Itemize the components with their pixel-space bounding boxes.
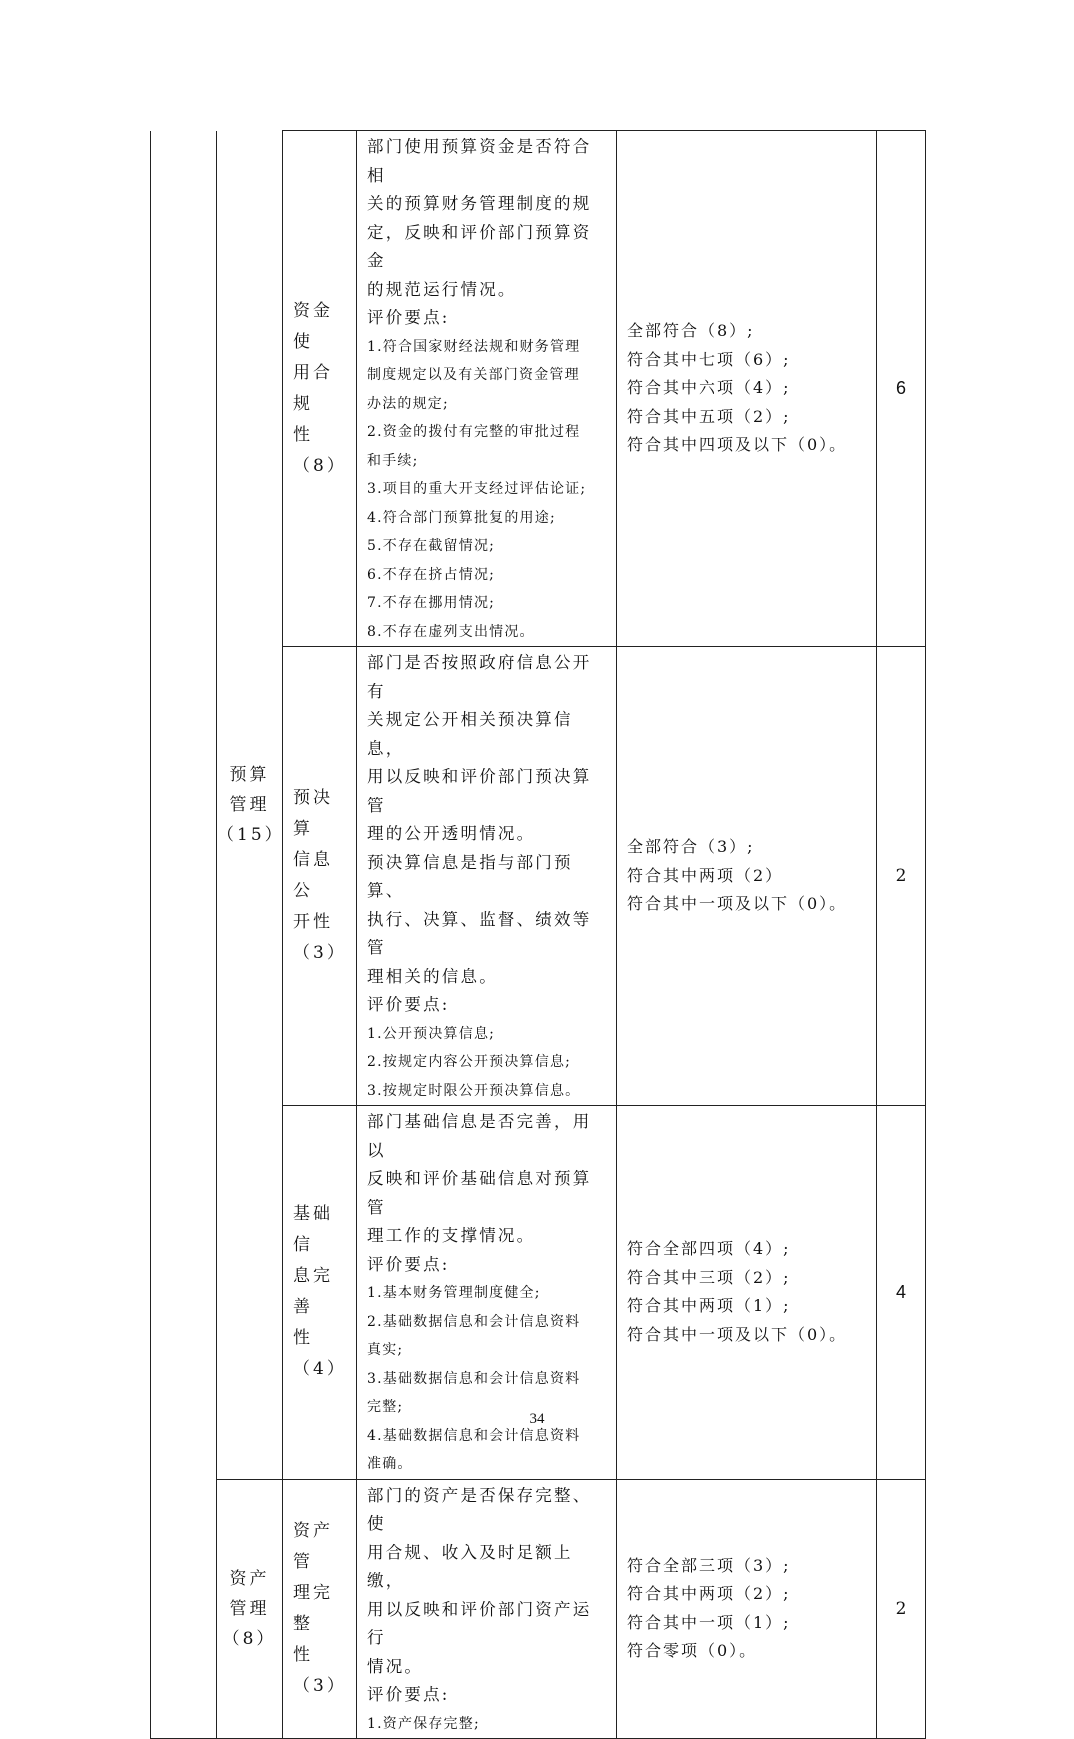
category-budget-management: 预算 管理 （15） [217,131,283,1480]
criteria-line: 符合其中一项（1）; [627,1612,791,1632]
evaluation-point: 2.资金的拨付有完整的审批过程 [367,424,581,440]
criteria-line: 符合其中五项（2）; [627,406,791,426]
indicator-name: 资金使 用合规 性（8） [283,131,357,647]
criteria-line: 符合其中六项（4）; [627,378,791,398]
description-line: 部门基础信息是否完善，用以 [367,1112,592,1160]
description-line: 的规范运行情况。 [367,279,517,299]
evaluation-point: 真实; [367,1342,404,1358]
evaluation-table [150,130,926,1739]
score-value: 2 [877,647,926,1106]
criteria-line: 符合全部四项（4）; [627,1239,791,1259]
description-line: 评价要点: [367,1685,450,1704]
description-line: 关规定公开相关预决算信息， [367,710,573,758]
evaluation-point: 8.不存在虚列支出情况。 [367,623,535,640]
scoring-criteria [617,647,877,1106]
description-line: 定，反映和评价部门预算资金 [367,222,592,270]
evaluation-point: 制度规定以及有关部门资金管理 [367,367,580,383]
description-line: 预决算信息是指与部门预算、 [367,852,573,900]
evaluation-point: 5.不存在截留情况; [367,538,496,554]
evaluation-point: 2.基础数据信息和会计信息资料 [367,1313,581,1330]
indicator-description [357,1479,617,1739]
evaluation-point: 完整; [367,1399,404,1415]
evaluation-point: 1.资产保存完整; [367,1715,480,1732]
criteria-line: 全部符合（3）; [627,837,755,857]
evaluation-point: 1.符合国家财经法规和财务管理 [367,338,581,355]
scoring-criteria [617,131,877,647]
evaluation-point: 1.公开预决算信息; [367,1025,496,1042]
evaluation-point: 4.符合部门预算批复的用途; [367,509,556,526]
description-line: 反映和评价基础信息对预算管 [367,1169,592,1217]
page-number: 34 [529,1411,545,1427]
evaluation-point: 1.基本财务管理制度健全; [367,1285,541,1301]
criteria-line: 符合其中两项（2）; [627,1584,791,1604]
description-line: 部门的资产是否保存完整、使 [367,1485,592,1533]
description-line: 评价要点: [367,308,450,327]
criteria-line: 符合全部三项（3）; [627,1555,791,1575]
criteria-line: 符合其中一项及以下（0）。 [627,894,848,914]
description-line: 理的公开透明情况。 [367,824,536,843]
category-asset-management: 资产 管理 （8） [217,1479,283,1739]
evaluation-point: 3.项目的重大开支经过评估论证; [367,481,587,497]
description-line: 用合规、收入及时足额上缴， [367,1542,573,1590]
first-level-indicator-cell [151,131,217,1739]
evaluation-point: 和手续; [367,452,419,469]
table-row [151,1479,926,1739]
description-line: 评价要点: [367,1254,450,1274]
description-line: 评价要点: [367,995,450,1014]
evaluation-point: 2.按规定内容公开预决算信息; [367,1054,572,1070]
table-row [151,131,926,647]
criteria-line: 符合其中三项（2）; [627,1267,791,1287]
score-value: 4 [877,1106,926,1480]
indicator-name: 资产管 理完整 性（3） [283,1479,357,1739]
criteria-line: 符合其中一项及以下（0）。 [627,1324,848,1344]
description-line: 用以反映和评价部门资产运行 [367,1599,592,1647]
scoring-criteria [617,1479,877,1739]
evaluation-point: 4.基础数据信息和会计信息资料 [367,1427,581,1444]
criteria-line: 全部符合（8）; [627,321,755,341]
criteria-line: 符合其中两项（1）; [627,1296,791,1316]
score-value: 6 [877,131,926,647]
evaluation-point: 准确。 [367,1456,413,1472]
description-line: 情况。 [367,1656,424,1676]
indicator-description [357,647,617,1106]
description-line: 用以反映和评价部门预决算管 [367,767,592,815]
evaluation-point: 办法的规定; [367,395,449,412]
indicator-name: 基础信 息完善 性（4） [283,1106,357,1480]
indicator-description [357,131,617,647]
indicator-name: 预决算 信息公 开性 （3） [283,647,357,1106]
score-value: 2 [877,1479,926,1739]
criteria-line: 符合其中四项及以下（0）。 [627,435,848,455]
description-line: 理相关的信息。 [367,966,498,986]
description-line: 理工作的支撑情况。 [367,1226,536,1245]
description-line: 关的预算财务管理制度的规 [367,194,592,213]
evaluation-point: 3.基础数据信息和会计信息资料 [367,1370,581,1387]
criteria-line: 符合其中两项（2） [627,865,784,885]
description-line: 执行、决算、监督、绩效等管 [367,909,592,957]
evaluation-point: 6.不存在挤占情况; [367,566,496,583]
evaluation-point: 3.按规定时限公开预决算信息。 [367,1082,581,1099]
criteria-line: 符合零项（0）。 [627,1641,758,1661]
criteria-line: 符合其中七项（6）; [627,349,791,369]
evaluation-point: 7.不存在挪用情况; [367,595,496,611]
description-line: 部门使用预算资金是否符合相 [367,137,592,185]
description-line: 部门是否按照政府信息公开有 [367,653,592,701]
